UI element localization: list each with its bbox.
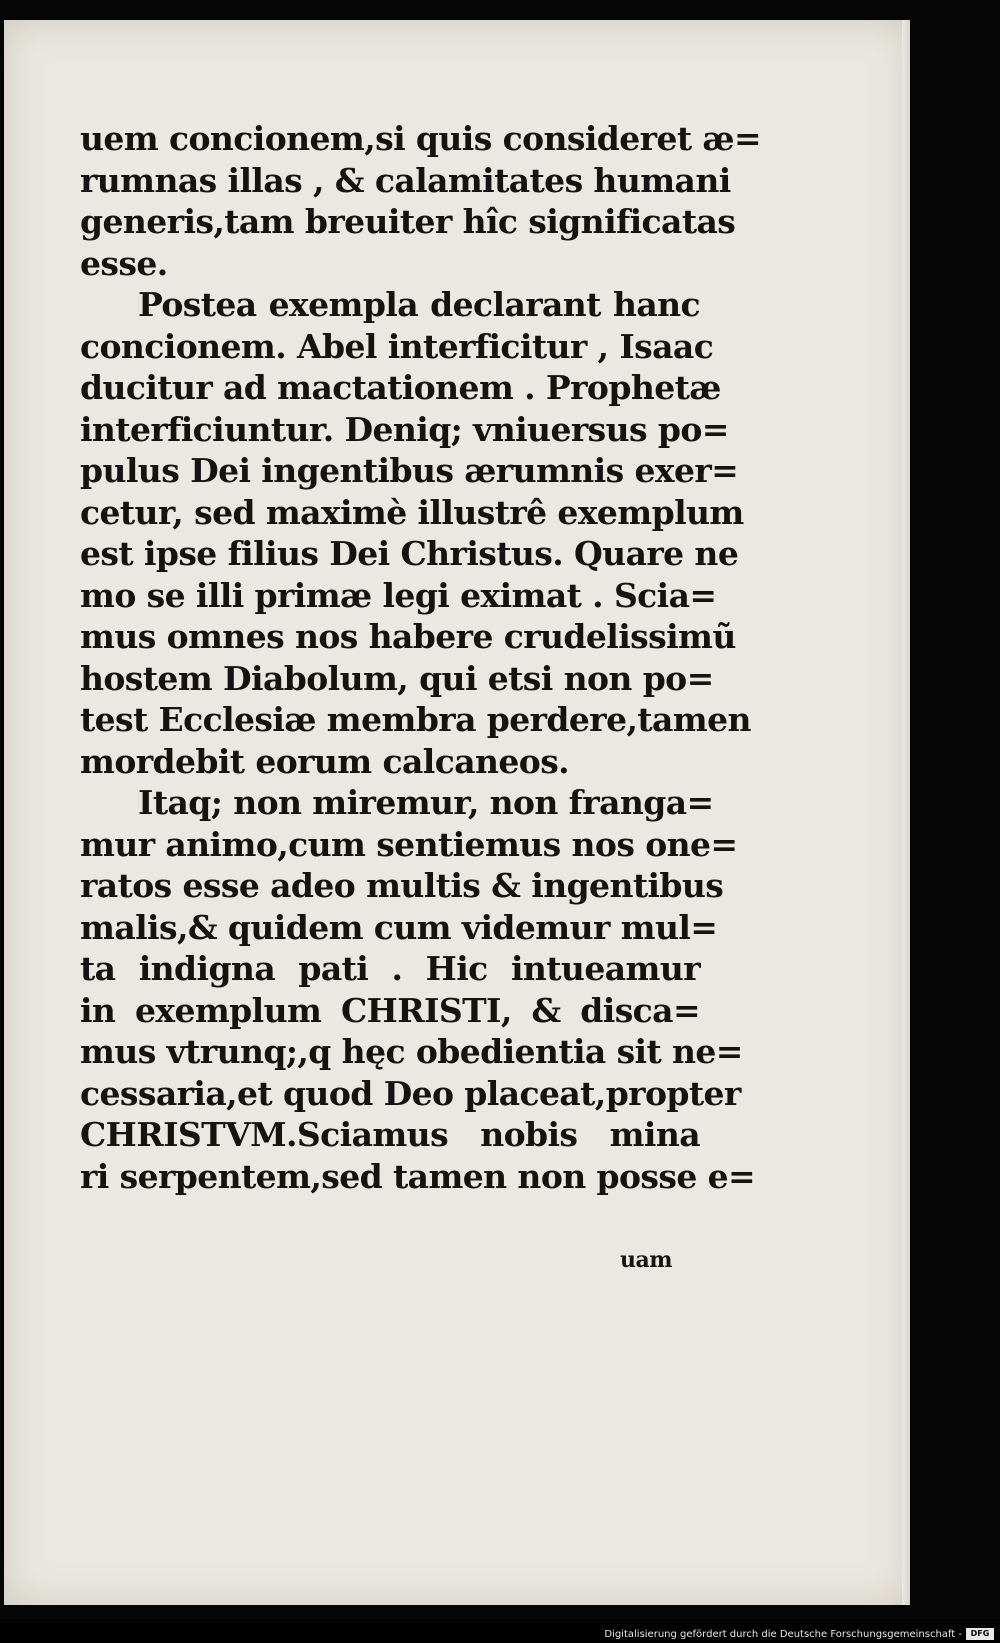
text-line-5: Postea exempla declarant hanc [138,285,700,324]
text-line-8: interficiuntur. Deniq; vniuersus po= [80,409,729,449]
text-line-20: malis,& quidem cum videmur mul= [80,907,718,947]
text-line-9: pulus Dei ingentibus ærumnis exer= [80,451,739,490]
dfg-logo: DFG [966,1628,994,1640]
text-line-21: ta indigna pati . Hic intueamur [80,949,700,988]
text-line-25: CHRISTVM.Sciamus nobis mina [80,1115,700,1154]
text-line-23: mus vtrunq;,q hęc obedientia sit ne= [80,1032,743,1071]
text-line-12: mo se illi primæ legi eximat . Scia= [80,575,717,615]
text-line-17: Itaq; non miremur, non franga= [138,783,714,822]
text-line-3: generis,tam breuiter hîc significatas [80,202,736,241]
text-line-18: mur animo,cum sentiemus nos one= [80,824,738,864]
catchword: uam [620,1247,673,1273]
text-line-2: rumnas illas , & calamitates humani [80,160,731,200]
text-line-26: ri serpentem,sed tamen non posse e= [80,1156,756,1196]
page-text [80,118,762,1197]
page-edge [902,20,910,1605]
text-line-4: esse. [80,243,168,283]
text-line-7: ducitur ad mactationem . Prophetæ [80,368,721,407]
funding-notice: Digitalisierung gefördert durch die Deutsche Forschungsgemeinschaft - [604,1629,962,1640]
text-line-16: mordebit eorum calcaneos. [80,741,570,781]
text-line-15: test Ecclesiæ membra perdere,tamen [80,700,751,739]
text-line-19: ratos esse adeo multis & ingentibus [80,866,724,905]
text-line-22: in exemplum CHRISTI, & disca= [80,990,700,1030]
text-line-13: mus omnes nos habere crudelissimũ [80,617,736,656]
text-line-6: concionem. Abel interficitur , Isaac [80,326,714,366]
text-line-10: cetur, sed maximè illustrê exemplum [80,492,744,532]
text-line-24: cessaria,et quod Deo placeat,propter [80,1073,741,1113]
text-line-1: uem concionem,si quis consideret æ= [80,119,762,158]
text-line-11: est ipse filius Dei Christus. Quare ne [80,534,739,573]
text-line-14: hostem Diabolum, qui etsi non po= [80,658,714,698]
footer-bar [0,1623,1000,1643]
